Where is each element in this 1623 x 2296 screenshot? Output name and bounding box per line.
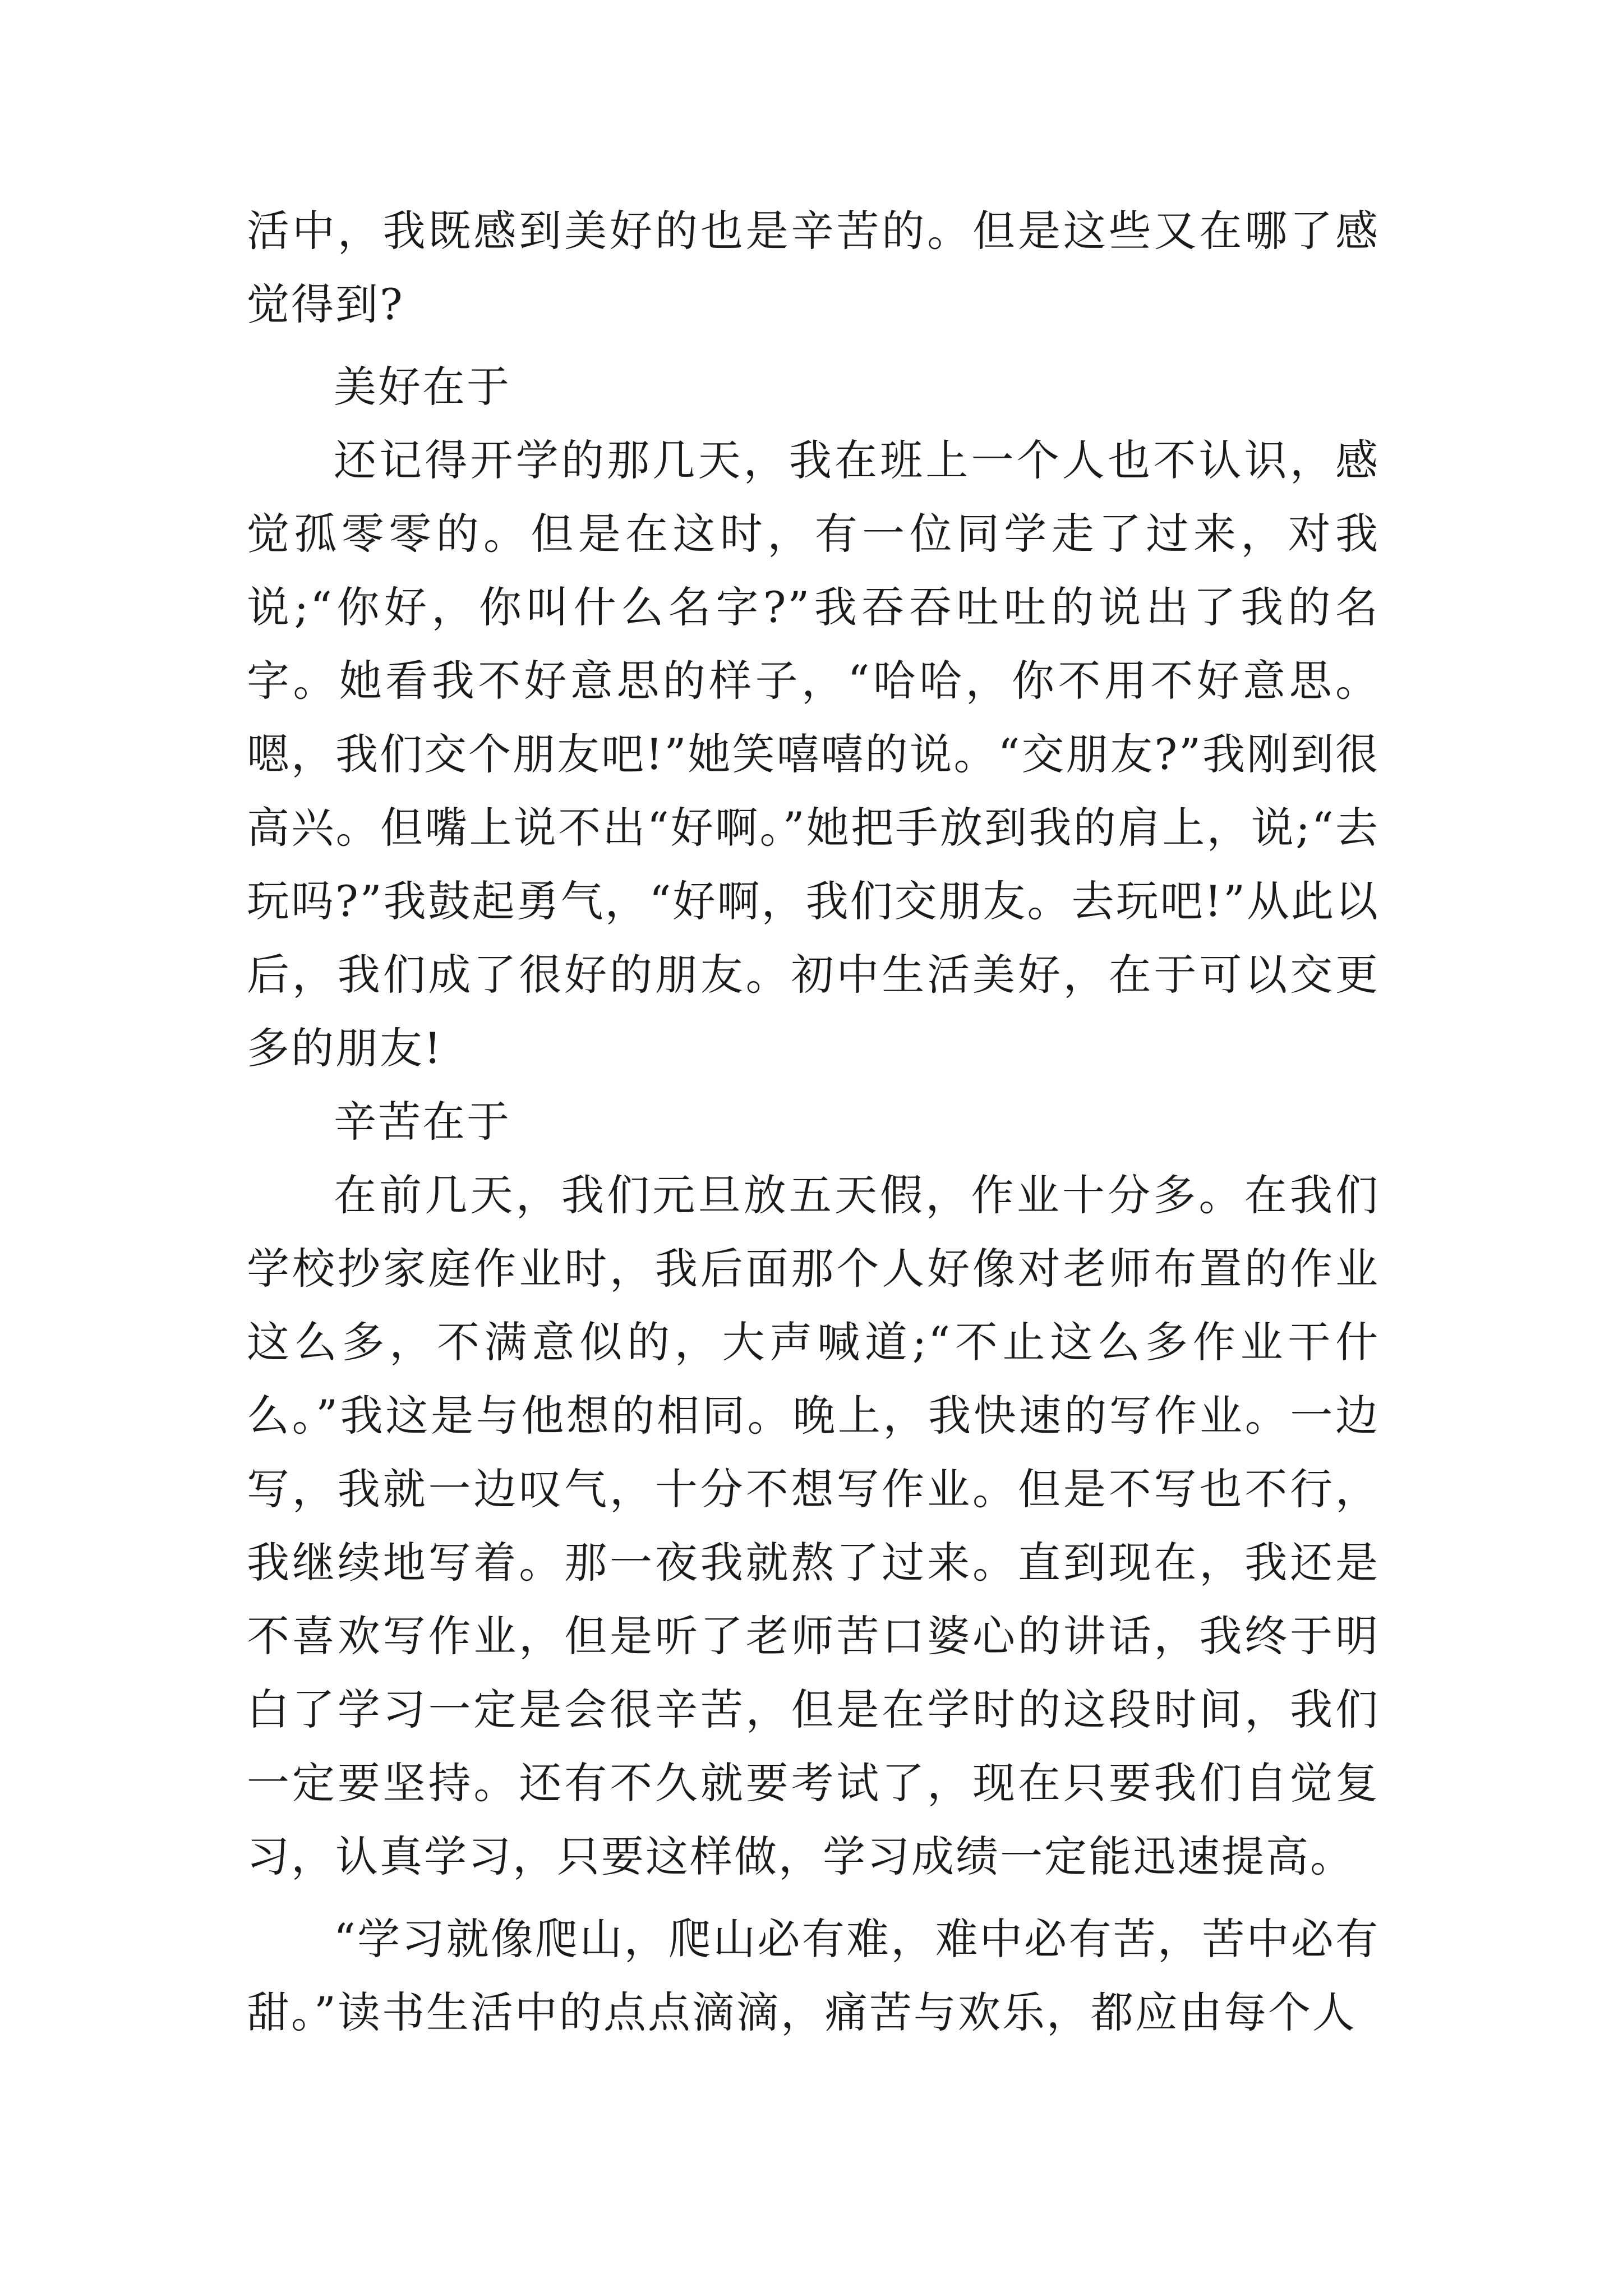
paragraph-conclusion: “学习就像爬山，爬山必有难，难中必有苦，苦中必有甜。”读书生活中的点点滴滴，痛苦与欢乐，都应由每个人: [247, 1914, 1380, 2037]
section-heading-hardship: 辛苦在于: [334, 1097, 511, 1147]
paragraph-homework: 在前几天，我们元旦放五天假，作业十分多。在我们学校抄家庭作业时，我后面那个人好像对老师布置的作业这么多，不满意似的，大声喊道;“不止这么多作业干什么。”我这是与他想的相同。晚上，我快速的写作业。一边写，我就一边叹气，十分不想写作业。但是不写也不行，我继续地写着。那一夜我就熬了过来。直到现在，我还是不喜欢写作业，但是听了老师苦口婆心的讲话，我终于明白了学习一定是会很辛苦，但是在学时的这段时间，我们一定要坚持。还有不久就要考试了，现在只要我们自觉复习，认真学习，只要这样做，学习成绩一定能迅速提高。: [247, 1170, 1380, 1881]
paragraph-continuation: 活中，我既感到美好的也是辛苦的。但是这些又在哪了感觉得到?: [247, 206, 1380, 329]
section-heading-beauty: 美好在于: [334, 362, 511, 412]
document-body: [247, 194, 1380, 2049]
paragraph-friendship: 还记得开学的那几天，我在班上一个人也不认识，感觉孤零零的。但是在这时，有一位同学走了过来，对我说;“你好，你叫什么名字?”我吞吞吐吐的说出了我的名字。她看我不好意思的样子，“哈哈，你不用不好意思。嗯，我们交个朋友吧!”她笑嘻嘻的说。“交朋友?”我刚到很高兴。但嘴上说不出“好啊。”她把手放到我的肩上，说;“去玩吗?”我鼓起勇气，“好啊，我们交朋友。去玩吧!”从此以后，我们成了很好的朋友。初中生活美好，在于可以交更多的朋友!: [247, 435, 1380, 1073]
